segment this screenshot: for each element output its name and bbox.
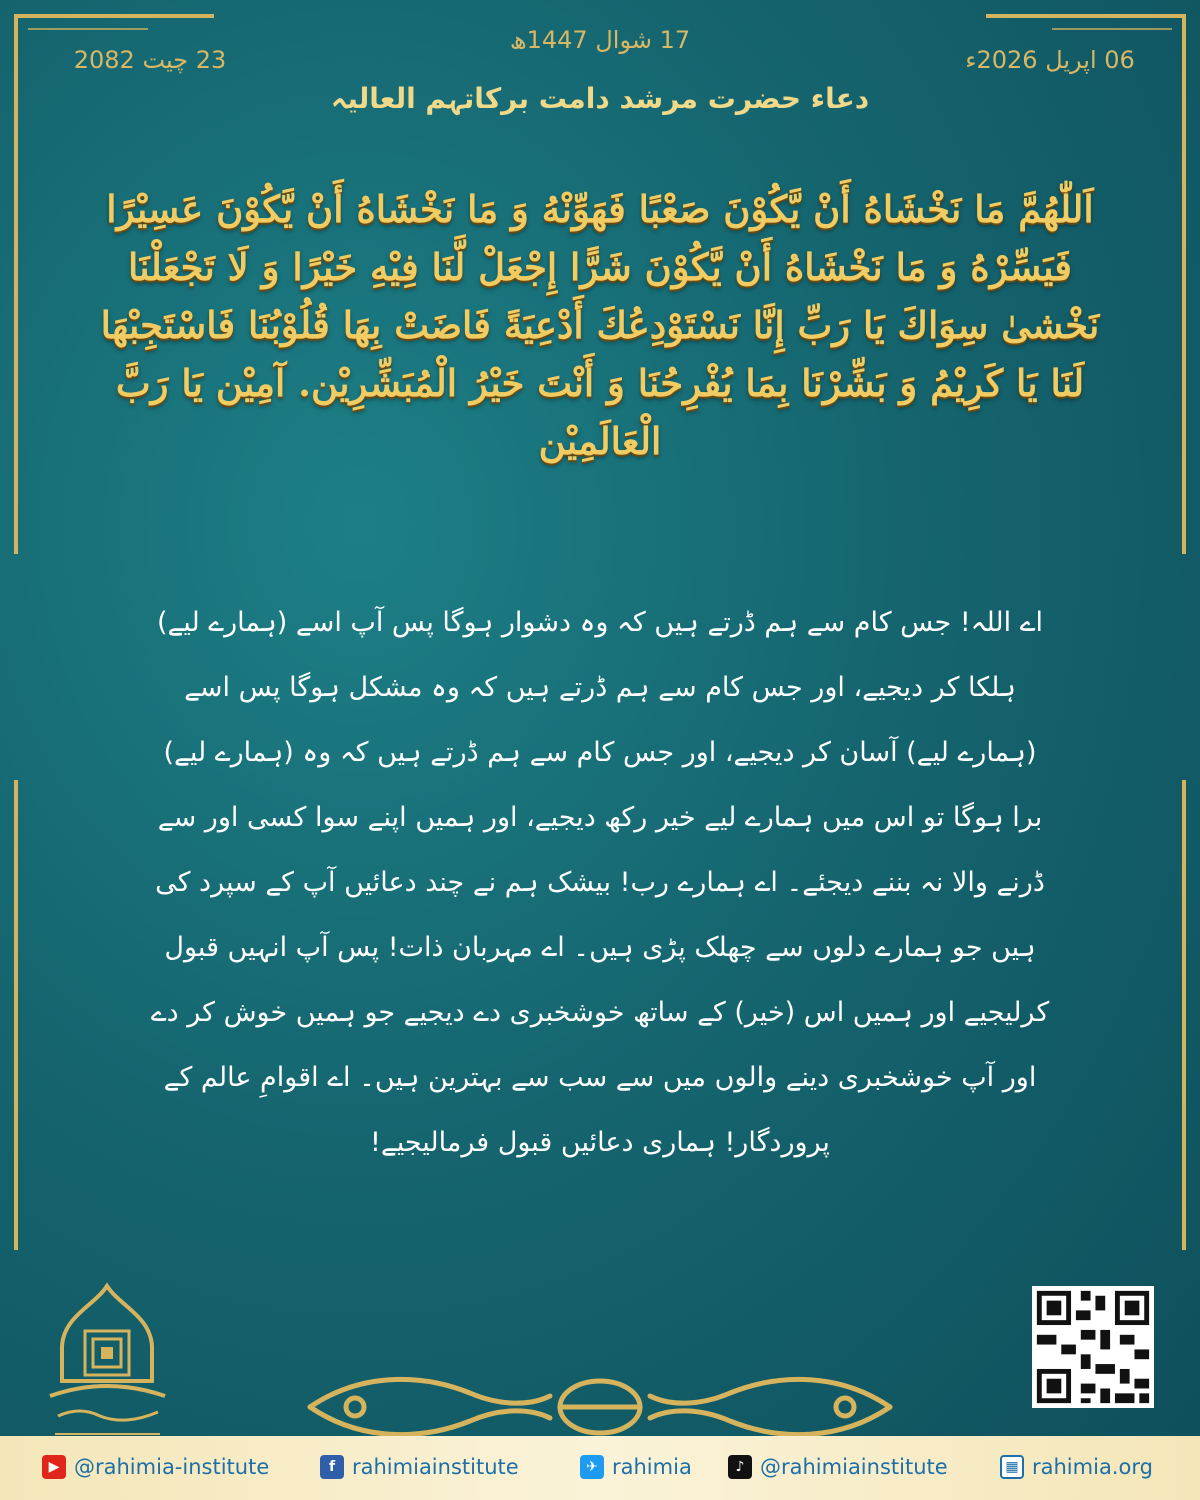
- twitter-icon: ✈: [580, 1455, 604, 1479]
- page-title: دعاء حضرت مرشد دامت برکاتہم العالیہ: [330, 82, 870, 115]
- website-url: rahimia.org: [1032, 1455, 1153, 1479]
- frame-top-left: [14, 14, 214, 18]
- tiktok-link[interactable]: [728, 1455, 948, 1479]
- frame-inner-top-left: [28, 28, 148, 30]
- facebook-handle: rahimiainstitute: [352, 1455, 519, 1479]
- ornament-divider-icon: [300, 1368, 900, 1446]
- hijri-date: 17 شوال 1447ھ: [509, 26, 691, 54]
- frame-left-lower: [14, 780, 18, 1250]
- qr-website-icon: ▦: [1000, 1455, 1024, 1479]
- frame-right-lower: [1182, 780, 1186, 1250]
- frame-inner-top-right: [1052, 28, 1172, 30]
- website-link[interactable]: [1000, 1455, 1153, 1479]
- gregorian-date: 06 اپریل 2026ء: [965, 46, 1135, 74]
- facebook-icon: f: [320, 1455, 344, 1479]
- urdu-translation: اے اللہ! جس کام سے ہم ڈرتے ہیں کہ وہ دشوار ہوگا پس آپ اسے (ہمارے لیے) ہلکا کر دیجیے، اور جس کام سے ہم ڈرتے ہیں کہ وہ مشکل ہوگا پس اسے (ہمارے لیے) آسان کر دیجیے، اور جس کام سے ہم ڈرتے ہیں کہ وہ (ہمارے لیے) برا ہوگا تو اس میں ہمارے لیے خیر رکھ دیجیے، اور ہمیں اپنے سوا کسی اور سے ڈرنے والا نہ بننے دیجئے۔ اے ہمارے رب! بیشک ہم نے چند دعائیں آپ کے سپرد کی ہیں جو ہمارے دلوں سے چھلک پڑی ہیں۔ اے مہربان ذات! پس آپ انہیں قبول کرلیجیے اور ہمیں اس (خیر) کے ساتھ خوشخبری دے دیجیے جو ہمیں خوش کر دے اور آپ خوشخبری دینے والوں میں سے سب سے بہترین ہیں۔ اے اقوامِ عالم کے پروردگار! ہماری دعائیں قبول فرمالیجیے!: [150, 607, 1050, 1158]
- twitter-handle: rahimia: [612, 1455, 692, 1479]
- footer-social-bar: [0, 1436, 1200, 1500]
- youtube-icon: ▶: [42, 1455, 66, 1479]
- bikrami-date: 23 چیت 2082: [73, 46, 227, 74]
- qr-code-icon[interactable]: [1032, 1286, 1154, 1408]
- youtube-handle: @rahimia-institute: [74, 1455, 270, 1479]
- frame-top-right: [986, 14, 1186, 18]
- facebook-link[interactable]: [320, 1455, 519, 1479]
- arabic-dua: اَللّٰهُمَّ مَا نَخْشَاهُ أَنْ يَّكُوْنَ صَعْبًا فَهَوِّنْهُ وَ مَا نَخْشَاهُ أَنْ يَّكُوْنَ عَسِيْرًا فَيَسِّرْهُ وَ مَا نَخْشَاهُ أَنْ يَّكُوْنَ شَرًّا إِجْعَلْ لَّنَا فِيْهِ خَيْرًا وَ لَا تَجْعَلْنَا نَخْشىٰ سِوَاكَ يَا رَبِّ إِنَّا نَسْتَوْدِعُكَ أَدْعِيَةً فَاضَتْ بِهَا قُلُوْبُنَا فَاسْتَجِبْهَا لَنَا يَا كَرِيْمُ وَ بَشِّرْنَا بِمَا يُفْرِحُنَا وَ أَنْتَ خَيْرُ الْمُبَشِّرِيْن. آمِيْن يَا رَبَّ الْعَالَمِيْن: [100, 187, 1100, 463]
- tiktok-icon: ♪: [728, 1455, 752, 1479]
- tiktok-handle: @rahimiainstitute: [760, 1455, 948, 1479]
- twitter-link[interactable]: [580, 1455, 692, 1479]
- youtube-link[interactable]: [42, 1455, 269, 1479]
- rahimia-dome-logo-icon: [40, 1276, 175, 1446]
